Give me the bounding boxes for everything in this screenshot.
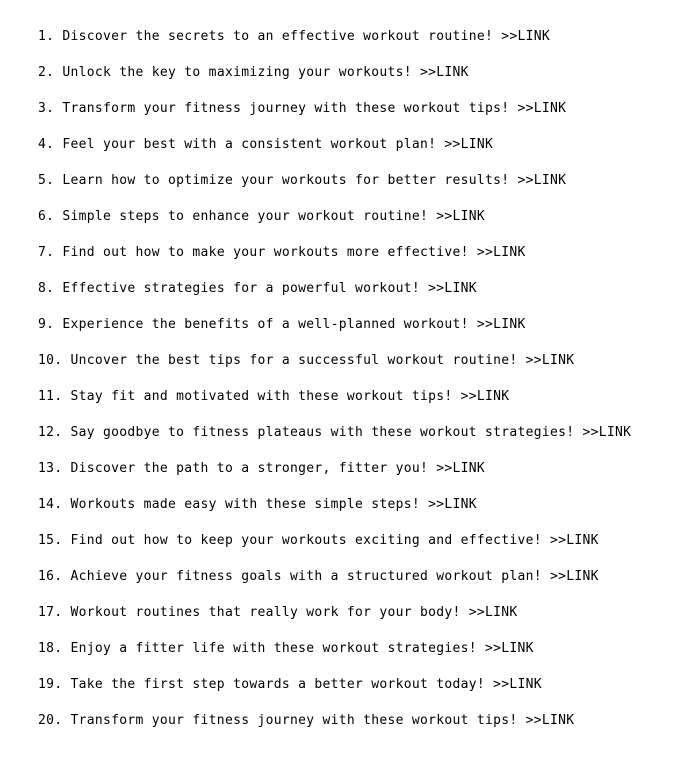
- item-link[interactable]: >>LINK: [468, 605, 518, 620]
- list-item: [38, 172, 631, 208]
- list-item: [38, 136, 631, 172]
- item-number: 12.: [38, 425, 63, 440]
- item-text: Discover the secrets to an effective workout routine!: [62, 29, 494, 44]
- item-number: 19.: [38, 677, 63, 692]
- list-item: [38, 712, 631, 748]
- item-link[interactable]: >>LINK: [444, 137, 494, 152]
- item-number: 18.: [38, 641, 63, 656]
- item-text: Find out how to make your workouts more effective!: [62, 245, 469, 260]
- list-item: [38, 28, 631, 64]
- item-link[interactable]: >>LINK: [460, 389, 510, 404]
- item-text: Simple steps to enhance your workout routine!: [62, 209, 429, 224]
- item-link[interactable]: >>LINK: [420, 65, 469, 80]
- item-text: Workouts made easy with these simple steps!: [70, 497, 420, 512]
- list-item: [38, 280, 631, 316]
- item-number: 13.: [38, 461, 63, 476]
- item-text: Transform your fitness journey with these workout tips!: [62, 101, 510, 116]
- list-item: [38, 388, 631, 424]
- item-text: Achieve your fitness goals with a structured workout plan!: [70, 569, 542, 584]
- item-number: 9.: [38, 317, 55, 332]
- list-item: [38, 640, 631, 676]
- item-text: Feel your best with a consistent workout plan!: [62, 137, 437, 152]
- item-link[interactable]: >>LINK: [525, 713, 575, 728]
- item-number: 4.: [38, 137, 55, 152]
- item-number: 20.: [38, 713, 63, 728]
- item-link[interactable]: >>LINK: [582, 425, 632, 440]
- list-item: [38, 532, 631, 568]
- item-number: 7.: [38, 245, 55, 260]
- item-link[interactable]: >>LINK: [485, 641, 534, 656]
- item-text: Experience the benefits of a well-planned workout!: [62, 317, 469, 332]
- item-text: Uncover the best tips for a successful workout routine!: [70, 353, 518, 368]
- item-link[interactable]: >>LINK: [436, 461, 486, 476]
- item-link[interactable]: >>LINK: [476, 245, 526, 260]
- item-link[interactable]: >>LINK: [550, 569, 599, 584]
- list-item: [38, 568, 631, 604]
- item-number: 10.: [38, 353, 63, 368]
- list-item: [38, 424, 631, 460]
- list-item: [38, 208, 631, 244]
- item-number: 14.: [38, 497, 63, 512]
- item-number: 8.: [38, 281, 55, 296]
- item-text: Stay fit and motivated with these workout tips!: [70, 389, 453, 404]
- item-link[interactable]: >>LINK: [517, 101, 567, 116]
- item-text: Discover the path to a stronger, fitter you!: [70, 461, 429, 476]
- item-text: Transform your fitness journey with these workout tips!: [70, 713, 518, 728]
- list-item: [38, 352, 631, 388]
- item-link[interactable]: >>LINK: [476, 317, 526, 332]
- item-number: 6.: [38, 209, 55, 224]
- list-item: [38, 316, 631, 352]
- item-link[interactable]: >>LINK: [501, 29, 551, 44]
- item-link[interactable]: >>LINK: [493, 677, 542, 692]
- list-item: [38, 100, 631, 136]
- item-text: Learn how to optimize your workouts for better results!: [62, 173, 510, 188]
- item-number: 2.: [38, 65, 55, 80]
- item-link[interactable]: >>LINK: [517, 173, 567, 188]
- item-text: Find out how to keep your workouts exciting and effective!: [70, 533, 542, 548]
- list-item: [38, 676, 631, 712]
- item-link[interactable]: >>LINK: [525, 353, 575, 368]
- list-item: [38, 604, 631, 640]
- item-text: Effective strategies for a powerful workout!: [62, 281, 420, 296]
- item-link[interactable]: >>LINK: [428, 281, 477, 296]
- item-link[interactable]: >>LINK: [550, 533, 599, 548]
- list-item: [38, 64, 631, 100]
- item-number: 3.: [38, 101, 55, 116]
- item-link[interactable]: >>LINK: [428, 497, 477, 512]
- item-number: 1.: [38, 29, 55, 44]
- item-text: Enjoy a fitter life with these workout strategies!: [70, 641, 477, 656]
- item-text: Workout routines that really work for your body!: [70, 605, 461, 620]
- item-text: Say goodbye to fitness plateaus with these workout strategies!: [70, 425, 575, 440]
- item-number: 17.: [38, 605, 63, 620]
- item-number: 5.: [38, 173, 55, 188]
- list-item: [38, 244, 631, 280]
- item-number: 15.: [38, 533, 63, 548]
- list-item: [38, 460, 631, 496]
- list-item: [38, 496, 631, 532]
- item-number: 16.: [38, 569, 63, 584]
- item-text: Unlock the key to maximizing your workouts!: [62, 65, 412, 80]
- numbered-list: [38, 28, 631, 748]
- item-link[interactable]: >>LINK: [436, 209, 486, 224]
- item-text: Take the first step towards a better workout today!: [70, 677, 485, 692]
- item-number: 11.: [38, 389, 63, 404]
